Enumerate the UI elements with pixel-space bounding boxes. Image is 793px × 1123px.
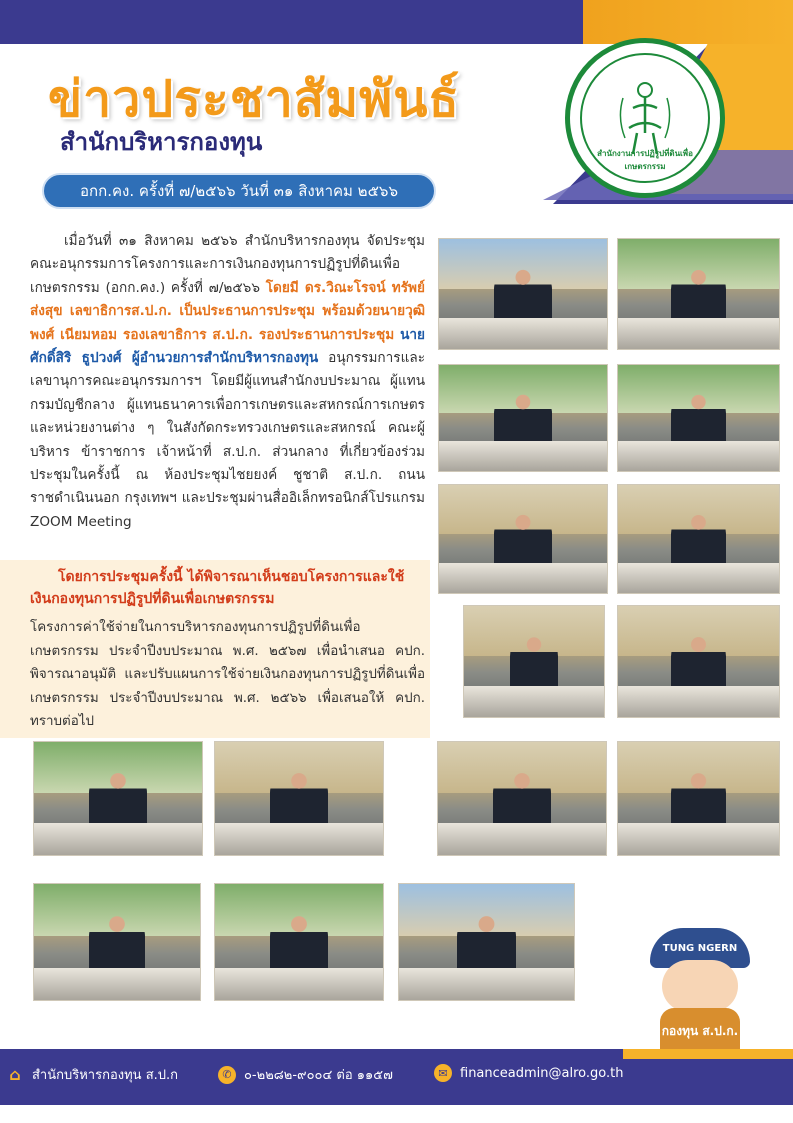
article-text-intro: เมื่อวันที่ ๓๑ สิงหาคม ๒๕๖๖ สำนักบริหารกองทุน จัดประชุมคณะอนุกรรมการโครงการและการเงินกองทุนการปฏิรูปที่ดินเพื่อเกษตรกรรม (อกก.คง.) ครั้งที่ ๗/๒๕๖๖ [30,233,425,296]
meeting-photo [398,883,575,1001]
footer-email [434,1064,623,1082]
meeting-photo [617,605,780,718]
article-text-attendees: อนุกรรมการและเลขานุการคณะอนุกรรมการฯ โดยมีผู้แทนสำนักงบประมาณ ผู้แทนกรมบัญชีกลาง ผู้แทนธนาคารเพื่อการเกษตรและสหกรณ์การเกษตร และหน่วยงานต่าง ๆ ในสังกัดกระทรวงเกษตรและสหกรณ์ คณะผู้บริหาร ข้าราชการ เจ้าหน้าที่ ส.ป.ก. ส่วนกลาง ที่เกี่ยวข้องร่วมประชุมในครั้งนี้ ณ ห้องประชุมไชยยงค์ ชูชาติ ส.ป.ก. ถนนราชดำเนินนอก กรุงเทพฯ และประชุมผ่านสื่ออิเล็กทรอนิกส์โปรแกรม ZOOM Meeting [30,350,425,530]
meeting-date-banner: อกก.คง. ครั้งที่ ๗/๒๕๖๖ วันที่ ๓๑ สิงหาคม ๒๕๖๖ [42,173,436,209]
meeting-photo [617,484,780,594]
meeting-photo [33,883,201,1001]
page-title: ข่าวประชาสัมพันธ์ [48,70,460,128]
meeting-photo [33,741,203,856]
meeting-photo [438,238,608,350]
meeting-photo [214,883,384,1001]
alro-logo [565,38,725,198]
home-icon: ⌂ [9,1065,21,1084]
deity-figure-icon [615,78,675,158]
meeting-photo [438,484,608,594]
email-icon: ✉ [434,1064,452,1082]
highlight-heading [30,566,422,610]
meeting-photo [617,238,780,350]
meeting-photo [438,364,608,472]
tung-ngern-mascot [630,928,780,1058]
highlight-body: โครงการค่าใช้จ่ายในการบริหารกองทุนการปฏิรูปที่ดินเพื่อเกษตรกรรม ประจำปีงบประมาณ พ.ศ. ๒๕๖๗ เพื่อนำเสนอ คปก. พิจารณาอนุมัติ และปรับแผนการใช้จ่ายเงินกองทุนการปฏิรูปที่ดินเพื่อเกษตรกรรม ประจำปีงบประมาณ พ.ศ. ๒๕๖๖ เพื่อเสนอให้ คปก. ทราบต่อไป [30,620,425,729]
page-subtitle: สำนักบริหารกองทุน [60,128,263,156]
footer-accent [623,1049,793,1059]
header-band-accent [470,0,793,44]
meeting-photo [214,741,384,856]
logo-caption: สำนักงานการปฏิรูปที่ดินเพื่อเกษตรกรรม [597,149,693,171]
footer-org [6,1064,178,1085]
meeting-photo [617,364,780,472]
footer-phone [218,1064,393,1085]
meeting-photo [463,605,605,718]
article-body [30,230,425,534]
meeting-photo [617,741,780,856]
mascot-badge: กองทุน ส.ป.ก. [660,1008,740,1058]
mascot-face [662,960,738,1012]
footer-phone-text: ๐-๒๒๘๒-๙๐๐๔ ต่อ ๑๑๕๗ [244,1068,393,1083]
phone-icon: ✆ [218,1066,236,1084]
footer-email-text[interactable]: financeadmin@alro.go.th [460,1065,624,1081]
meeting-photo [437,741,607,856]
article-text-chair: โดยมี ดร.วิณะโรจน์ ทรัพย์ส่งสุข เลขาธิการส.ป.ก. เป็นประธานการประชุม พร้อมด้วยนายวุฒิพงศ์ เนียมหอม รองเลขาธิการ ส.ป.ก. รองประธานการประชุม [30,279,425,343]
highlight-heading-text: โดยการประชุมครั้งนี้ ได้พิจารณาเห็นชอบโครงการและใช้เงินกองทุนการปฏิรูปที่ดินเพื่อเกษตรกรรม [30,569,405,607]
article-text-director: นายศักดิ์สิริ ธูปวงศ์ ผู้อำนวยการสำนักบริหารกองทุน [30,326,425,367]
footer-org-text: สำนักบริหารกองทุน ส.ป.ก [32,1068,179,1083]
mascot-hat: TUNG NGERN [650,928,750,968]
